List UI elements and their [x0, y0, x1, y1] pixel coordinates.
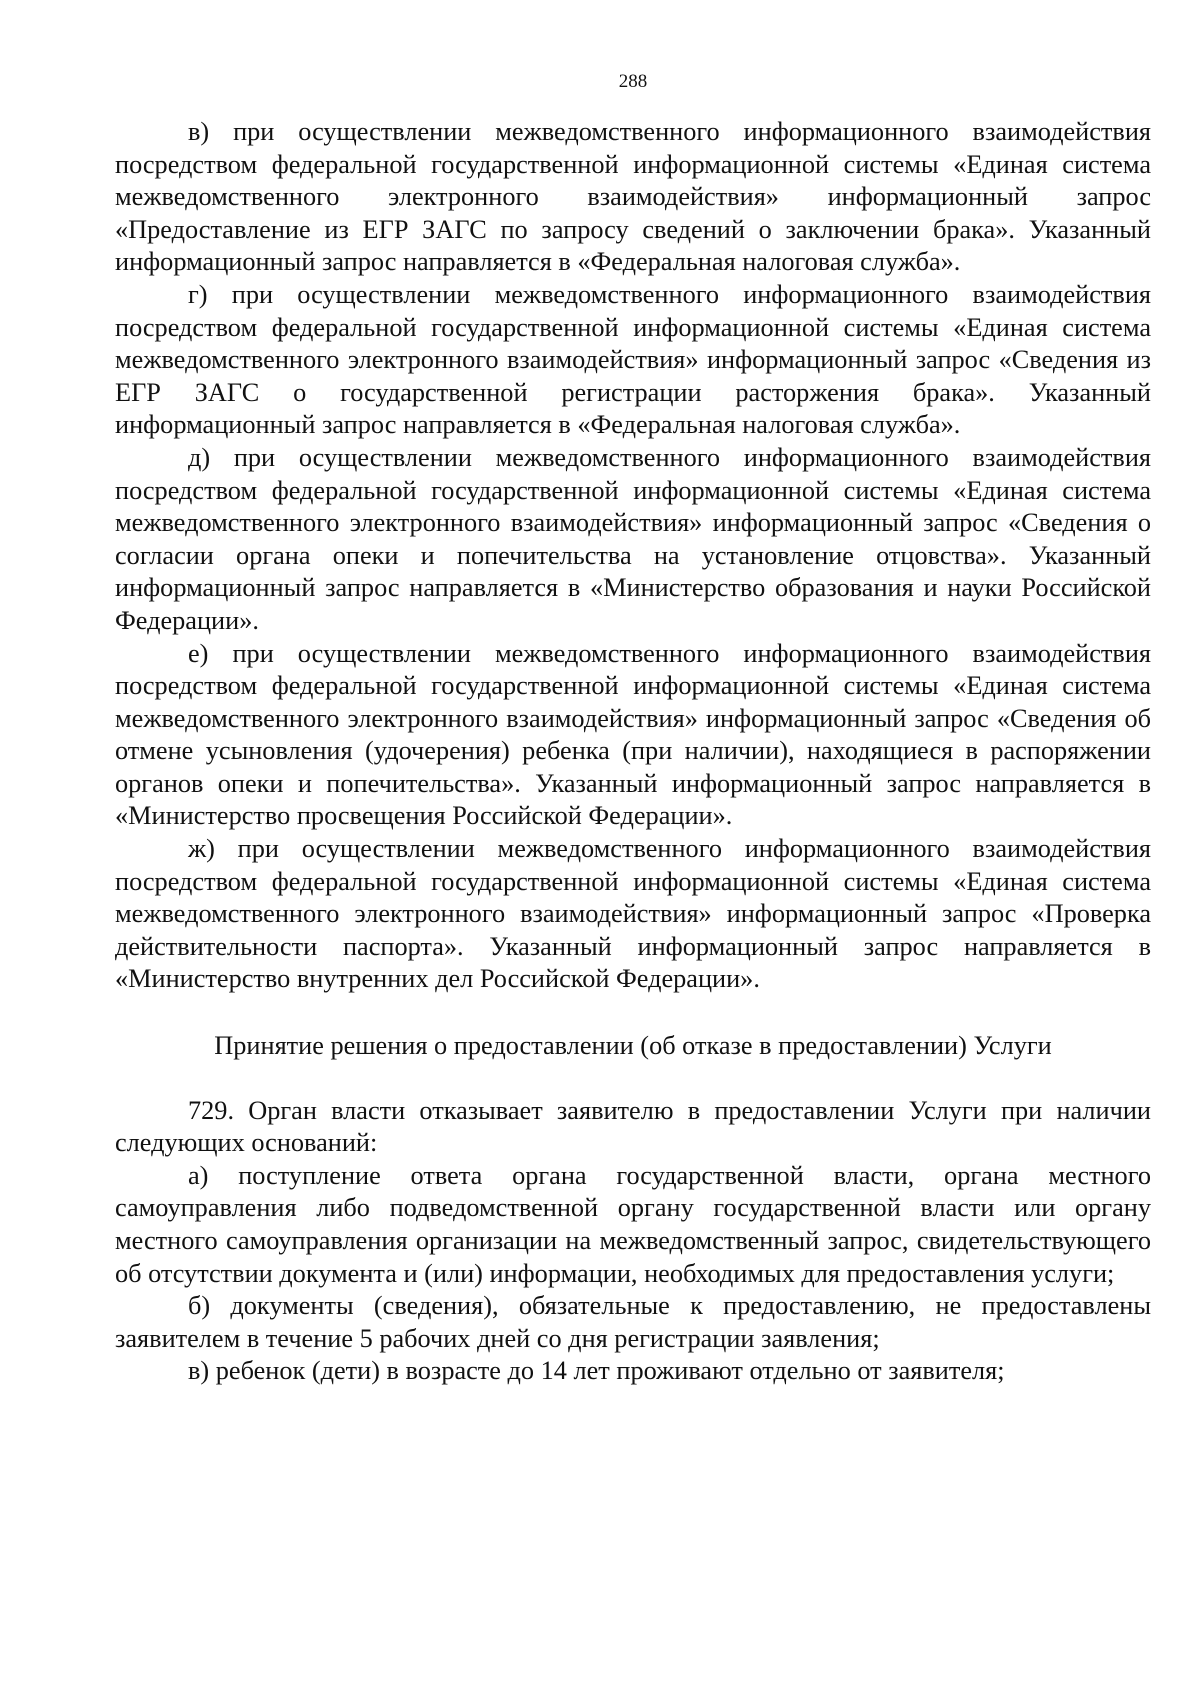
section-heading: Принятие решения о предоставлении (об отказе в предоставлении) Услуги	[214, 1031, 1052, 1061]
page-number: 288	[618, 71, 648, 92]
paragraph-e-request: е) при осуществлении межведомственного информационного взаимодействия посредством федеральной государственной информационной системы «Единая система межведомственного электронного взаимодействия» информационный запрос «Сведения об отмене усыновления (удочерения) ребенка (при наличии), находящиеся в распоряжении органов опеки и попечительства». Указанный информационный запрос направляется в «Министерство просвещения Российской Федерации».	[115, 638, 1151, 831]
paragraph-a-ground: а) поступление ответа органа государственной власти, органа местного самоуправления либо подведомственной органу государственной власти или органу местного самоуправления организации на межведомственный запрос, свидетельствующего об отсутствии документа и (или) информации, необходимых для предоставления услуги;	[115, 1160, 1151, 1288]
paragraph-zh-request: ж) при осуществлении межведомственного информационного взаимодействия посредством федеральной государственной информационной системы «Единая система межведомственного электронного взаимодействия» информационный запрос «Проверка действительности паспорта». Указанный информационный запрос направляется в «Министерство внутренних дел Российской Федерации».	[115, 834, 1151, 994]
paragraph-729: 729. Орган власти отказывает заявителю в предоставлении Услуги при наличии следующих оснований:	[115, 1095, 1151, 1158]
paragraph-b-ground: б) документы (сведения), обязательные к предоставлению, не предоставлены заявителем в течение 5 рабочих дней со дня регистрации заявления;	[115, 1291, 1151, 1353]
paragraph-v-ground: в) ребенок (дети) в возрасте до 14 лет проживают отдельно от заявителя;	[188, 1356, 1005, 1386]
paragraph-v-request: в) при осуществлении межведомственного информационного взаимодействия посредством федеральной государственной информационной системы «Единая система межведомственного электронного взаимодействия» информационный запрос «Предоставление из ЕГР ЗАГС по запросу сведений о заключении брака». Указанный информационный запрос направляется в «Федеральная налоговая служба».	[115, 117, 1151, 277]
paragraph-d-request: д) при осуществлении межведомственного информационного взаимодействия посредством федеральной государственной информационной системы «Единая система межведомственного электронного взаимодействия» информационный запрос «Сведения о согласии органа опеки и попечительства на установление отцовства». Указанный информационный запрос направляется в «Министерство образования и науки Российской Федерации».	[115, 442, 1151, 635]
paragraph-g-request: г) при осуществлении межведомственного информационного взаимодействия посредством федеральной государственной информационной системы «Единая система межведомственного электронного взаимодействия» информационный запрос «Сведения из ЕГР ЗАГС о государственной регистрации расторжения брака». Указанный информационный запрос направляется в «Федеральная налоговая служба».	[115, 279, 1151, 440]
